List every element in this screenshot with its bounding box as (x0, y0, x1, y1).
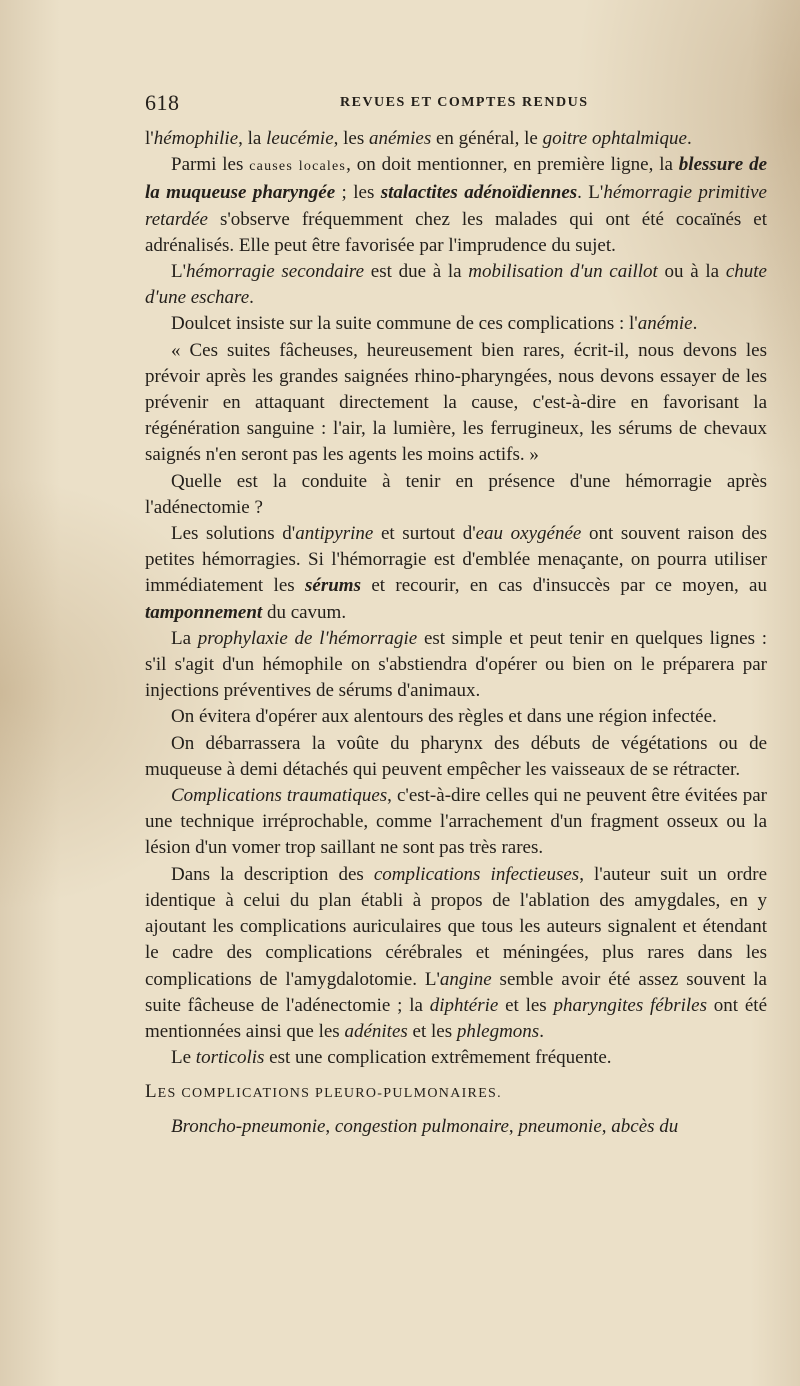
body-text (145, 126, 767, 1140)
running-head: REVUES ET COMPTES RENDUS (340, 95, 589, 110)
paragraph: L'hémorragie secondaire est due à la mobilisation d'un caillot ou à la chute d'une eschare. (145, 261, 767, 309)
book-page (145, 88, 767, 1140)
paragraph: Le torticolis est une complication extrêmement fréquente. (171, 1047, 612, 1069)
page-number: 618 (145, 90, 180, 115)
paragraph: Parmi les causes locales, on doit mentionner, en première ligne, la blessure de la muqueuse pharyngée ; les stalactites adénoïdiennes. L'hémorragie primitive retardée s'observe fréquemment chez les malades qui ont été cocaïnés et adrénalisés. Elle peut être favorisée par l'imprudence du sujet. (145, 154, 767, 256)
paragraph: Quelle est la conduite à tenir en présence d'une hémorragie après l'adénectomie ? (145, 470, 767, 518)
paragraph: Doulcet insiste sur la suite commune de ces complications : l'anémie. (171, 313, 698, 335)
paragraph: l'hémophilie, la leucémie, les anémies en général, le goitre ophtalmique. (145, 128, 692, 149)
paragraph: Broncho-pneumonie, congestion pulmonaire, pneumonie, abcès du (171, 1115, 679, 1137)
paragraph-quote: « Ces suites fâcheuses, heureusement bien rares, écrit-il, nous devons les prévoir après les grandes saignées rhino-pharyngées, nous devons essayer de les prévenir en attaquant directement la cause, c'est-à-dire en favorisant la régénération sanguine : l'air, la lumière, les ferrugineux, les sérums de chevaux saignés n'en seront pas les agents les moins actifs. » (145, 339, 767, 466)
paragraph: Dans la description des complications infectieuses, l'auteur suit un ordre identique à celui du plan établi à propos de l'ablation des amygdales, en y ajoutant les complications auriculaires que tous les auteurs signalent et étendant le cadre des complications cérébrales et méningées, plus rares dans les complications de l'amygdalotomie. L'angine semble avoir été assez souvent la suite fâcheuse de l'adénectomie ; la diphtérie et les pharyngites fébriles ont été mentionnées ainsi que les adénites et les phlegmons. (145, 863, 767, 1042)
paragraph: Complications traumatiques, c'est-à-dire celles qui ne peuvent être évitées par une technique irréprochable, comme l'arrachement d'un fragment osseux ou la lésion d'un vomer trop saillant ne sont pas très rares. (145, 785, 767, 859)
paragraph: On évitera d'opérer aux alentours des règles et dans une région infectée. (171, 706, 717, 728)
page-header (145, 88, 767, 126)
section-subheading: LES COMPLICATIONS PLEURO-PULMONAIRES. (145, 1081, 502, 1103)
paragraph: Les solutions d'antipyrine et surtout d'eau oxygénée ont souvent raison des petites hémorragies. Si l'hémorragie est d'emblée menaçante, on pourra utiliser immédiatement les sérums et recourir, en cas d'insuccès par ce moyen, au tamponnement du cavum. (145, 523, 767, 623)
paragraph: La prophylaxie de l'hémorragie est simple et peut tenir en quelques lignes : s'il s'agit d'un hémophile on s'abstiendra d'opérer ou bien on le préparera par injections préventives de sérums d'animaux. (145, 627, 767, 702)
paragraph: On débarrassera la voûte du pharynx des débuts de végétations ou de muqueuse à demi détachés qui peuvent empêcher les vaisseaux de se rétracter. (145, 732, 767, 780)
